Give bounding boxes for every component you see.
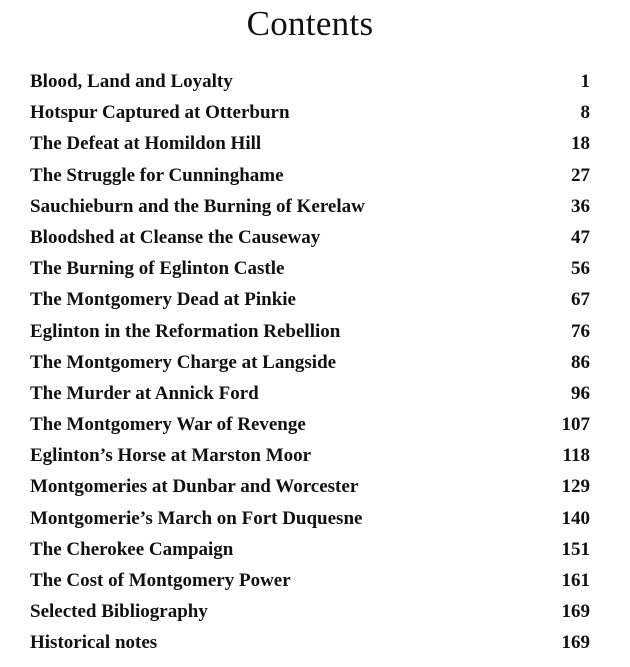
toc-entry[interactable] (30, 440, 590, 471)
toc-entry[interactable] (30, 471, 590, 502)
toc-entry-title: The Murder at Annick Ford (30, 382, 259, 404)
toc-entry-page: 140 (561, 507, 590, 529)
toc-entry-page: 18 (571, 133, 590, 155)
toc-entry-page: 1 (580, 71, 590, 92)
toc-entry[interactable] (30, 409, 590, 440)
toc-entry[interactable] (30, 66, 590, 97)
toc-entry-title: Hotspur Captured at Otterburn (30, 102, 290, 124)
toc-entry-page: 47 (571, 226, 590, 248)
toc-entry-title: The Defeat at Homildon Hill (30, 133, 262, 155)
toc-entry[interactable] (30, 565, 590, 596)
toc-entry-title: The Cost of Montgomery Power (30, 570, 291, 591)
toc-entry[interactable] (30, 284, 590, 315)
toc-entry[interactable] (30, 128, 590, 159)
toc-entry-page: 151 (561, 538, 590, 560)
toc-entry-title: Eglinton in the Reformation Rebellion (30, 320, 341, 342)
toc-entry-title: Sauchieburn and the Burning of Kerelaw (30, 195, 365, 217)
toc-entry-title: Eglinton’s Horse at Marston Moor (30, 445, 312, 467)
toc-entry-title: The Struggle for Cunninghame (30, 164, 284, 186)
toc-entry-title: The Cherokee Campaign (30, 538, 234, 560)
toc-entry-page: 27 (571, 164, 590, 186)
toc-entry-page: 36 (571, 195, 590, 217)
toc-entry-title: The Montgomery War of Revenge (30, 414, 306, 436)
toc-entry-title: Montgomeries at Dunbar and Worcester (30, 476, 359, 498)
table-of-contents (30, 66, 590, 659)
toc-entry-title: Bloodshed at Cleanse the Causeway (30, 226, 321, 248)
page-title: Contents (246, 4, 374, 43)
toc-entry-page: 169 (561, 632, 590, 654)
toc-entry[interactable] (30, 191, 590, 222)
toc-entry-title: The Montgomery Charge at Langside (30, 351, 337, 373)
toc-entry-page: 96 (571, 382, 590, 404)
toc-entry-page: 67 (571, 289, 590, 311)
toc-entry[interactable] (30, 253, 590, 284)
toc-entry[interactable] (30, 222, 590, 253)
toc-entry-page: 129 (561, 476, 590, 498)
toc-entry-title: Montgomerie’s March on Fort Duquesne (30, 507, 363, 529)
toc-entry-page: 107 (561, 414, 590, 436)
toc-entry[interactable] (30, 160, 590, 191)
toc-entry-page: 86 (571, 351, 590, 373)
toc-entry[interactable] (30, 97, 590, 128)
toc-entry-page: 118 (562, 445, 590, 467)
toc-entry-page: 76 (571, 320, 590, 342)
toc-entry[interactable] (30, 534, 590, 565)
toc-entry[interactable] (30, 316, 590, 347)
toc-entry-page: 161 (561, 570, 590, 591)
toc-entry[interactable] (30, 627, 590, 658)
toc-entry-title: Historical notes (30, 632, 158, 654)
toc-entry[interactable] (30, 347, 590, 378)
toc-entry-title: Selected Bibliography (30, 601, 208, 623)
toc-entry[interactable] (30, 503, 590, 534)
toc-entry[interactable] (30, 378, 590, 409)
toc-entry-title: Blood, Land and Loyalty (30, 71, 233, 92)
toc-entry-title: The Montgomery Dead at Pinkie (30, 289, 296, 311)
toc-entry-page: 8 (580, 102, 590, 124)
toc-entry-title: The Burning of Eglinton Castle (30, 258, 285, 280)
toc-entry[interactable] (30, 596, 590, 627)
toc-entry-page: 56 (571, 258, 590, 280)
toc-entry-page: 169 (561, 601, 590, 623)
